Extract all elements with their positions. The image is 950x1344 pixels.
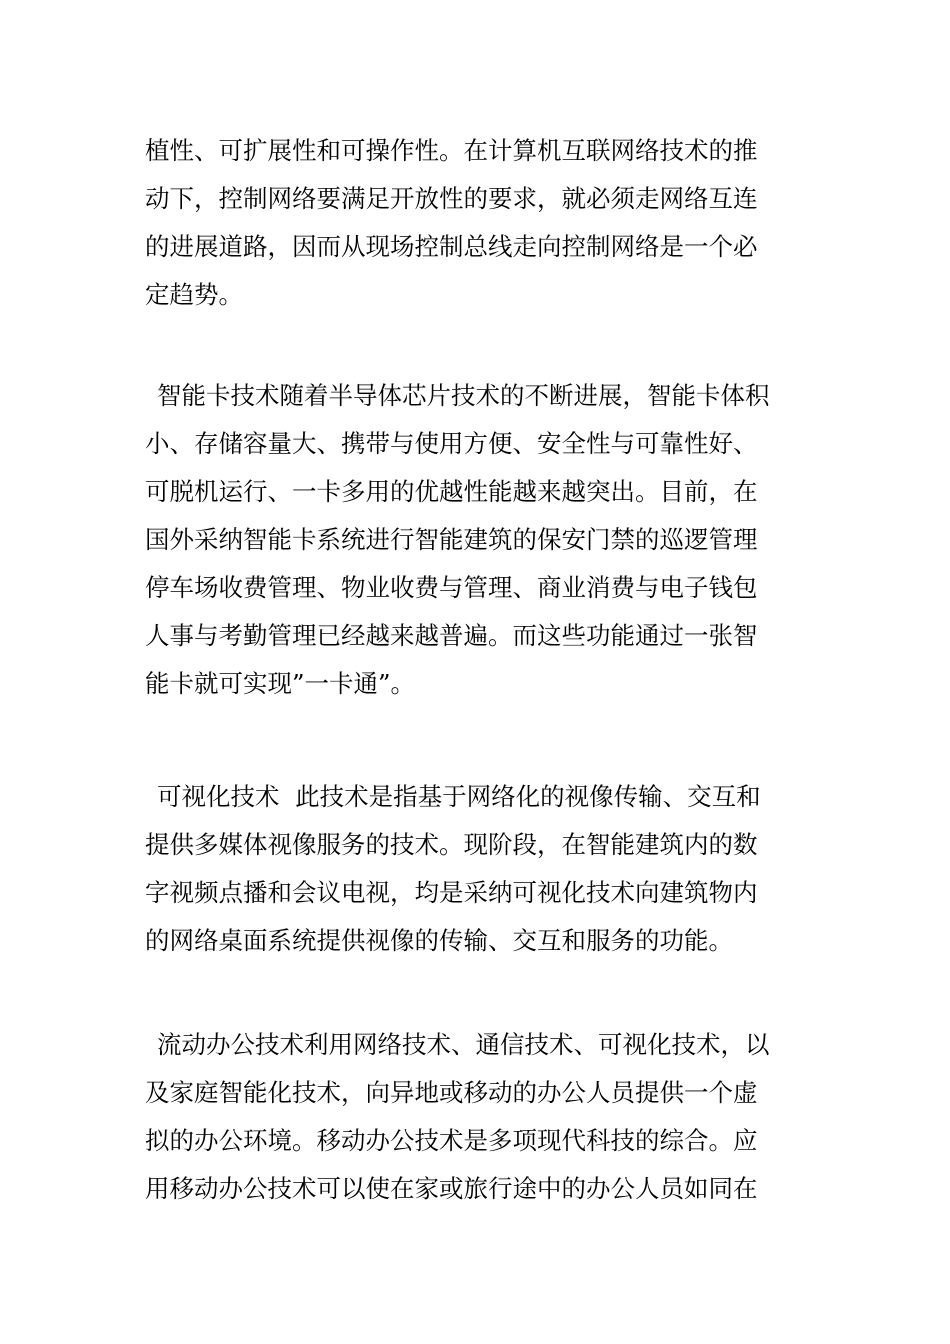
text-line: 智能卡技术随着半导体芯片技术的不断进展，智能卡体积 bbox=[157, 381, 770, 410]
paragraph-visualization bbox=[145, 773, 810, 965]
text-line: 用移动办公技术可以使在家或旅行途中的办公人员如同在 bbox=[145, 1174, 758, 1203]
text-line: 流动办公技术利用网络技术、通信技术、可视化技术，以 bbox=[157, 1030, 770, 1059]
text-line: 可视化技术 此技术是指基于网络化的视像传输、交互和 bbox=[157, 782, 761, 811]
text-line: 停车场收费管理、物业收费与管理、商业消费与电子钱包 bbox=[145, 573, 758, 602]
text-line: 及家庭智能化技术，向异地或移动的办公人员提供一个虚 bbox=[145, 1078, 758, 1107]
text-line: 字视频点播和会议电视，均是采纳可视化技术向建筑物内 bbox=[145, 878, 758, 907]
text-line: 国外采纳智能卡系统进行智能建筑的保安门禁的巡逻管理 bbox=[145, 525, 758, 554]
paragraph-mobile-office bbox=[145, 1021, 810, 1213]
text-line: 植性、可扩展性和可操作性。在计算机互联网络技术的推 bbox=[145, 136, 758, 165]
paragraph-control-network bbox=[145, 127, 810, 319]
text-line: 拟的办公环境。移动办公技术是多项现代科技的综合。应 bbox=[145, 1126, 758, 1155]
text-line: 人事与考勤管理已经越来越普遍。而这些功能通过一张智 bbox=[145, 621, 758, 650]
text-line: 小、存储容量大、携带与使用方便、安全性与可靠性好、 bbox=[145, 429, 758, 458]
text-line: 可脱机运行、一卡多用的优越性能越来越突出。目前，在 bbox=[145, 477, 758, 506]
text-line: 提供多媒体视像服务的技术。现阶段，在智能建筑内的数 bbox=[145, 830, 758, 859]
text-line: 定趋势。 bbox=[145, 280, 243, 309]
text-line: 能卡就可实现”一卡通”。 bbox=[145, 669, 416, 698]
text-line: 动下，控制网络要满足开放性的要求，就必须走网络互连 bbox=[145, 184, 758, 213]
text-line: 的网络桌面系统提供视像的传输、交互和服务的功能。 bbox=[145, 926, 733, 955]
paragraph-smart-card bbox=[145, 372, 810, 708]
text-line: 的进展道路，因而从现场控制总线走向控制网络是一个必 bbox=[145, 232, 758, 261]
